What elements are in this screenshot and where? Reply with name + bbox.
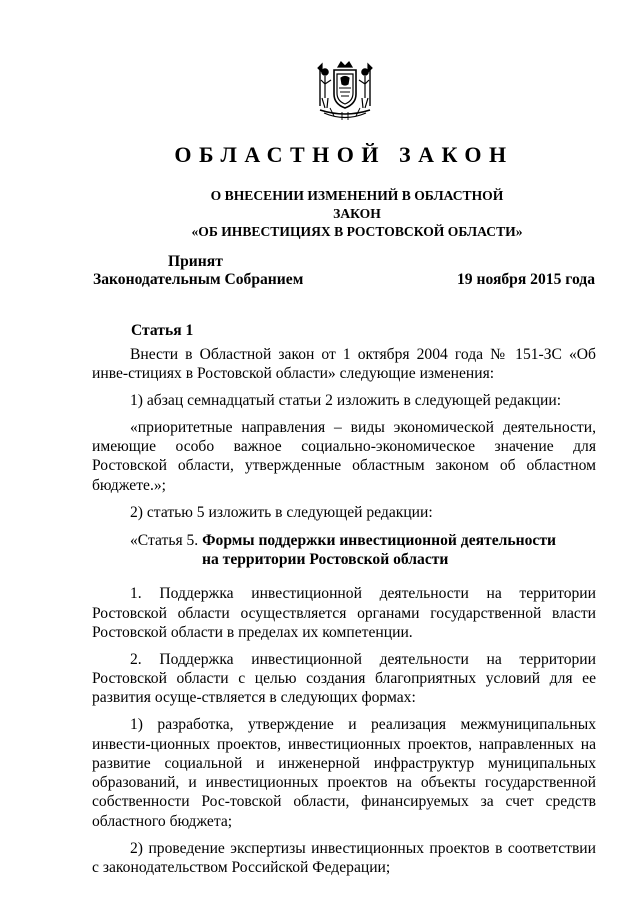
adoption-date: 19 ноября 2015 года xyxy=(456,271,595,288)
article-5-paragraph-1: 1. Поддержка инвестиционной деятельности на территории Ростовской области осуществляется органами государственной власти Ростовской области в пределах их компетенции. xyxy=(92,585,596,642)
article-5-paragraph-2-item-1: 1) разработка, утверждение и реализация межмуниципальных инвести-ционных проектов, инвестиционных проектов, направленных на развитие социальной и инженерной инфраструктур муниципальных образований, и инвестиционных проектов на объекты государственной собственности Рос-товской области, финансируемых за счет средств областного бюджета; xyxy=(92,716,596,830)
article-1-intro: Внести в Областной закон от 1 октября 2004 года № 151-ЗС «Об инве-стициях в Ростовской области» следующие изменения: xyxy=(92,346,596,383)
law-subtitle xyxy=(186,187,528,241)
amendment-item-2: 2) статью 5 изложить в следующей редакции: xyxy=(130,503,433,521)
subtitle-line-2: «ОБ ИНВЕСТИЦИЯХ В РОСТОВСКОЙ ОБЛАСТИ» xyxy=(191,224,523,239)
article-5-title-line-1: Формы поддержки инвестиционной деятельности xyxy=(202,531,556,549)
article-1-heading: Статья 1 xyxy=(131,322,194,339)
article-5-prefix: «Статья 5. xyxy=(130,531,199,549)
adopted-label: Принят xyxy=(168,253,223,270)
article-5-heading xyxy=(92,531,596,570)
subtitle-line-1: О ВНЕСЕНИИ ИЗМЕНЕНИЙ В ОБЛАСТНОЙ ЗАКОН xyxy=(210,188,504,221)
amendment-item-1: 1) абзац семнадцатый статьи 2 изложить в следующей редакции: xyxy=(130,392,562,410)
article-5-paragraph-2-item-2: 2) проведение экспертизы инвестиционных проектов в соответствии с законодательством Российской Федерации; xyxy=(92,839,596,876)
article-5-title-line-2: на территории Ростовской области xyxy=(202,551,449,569)
amendment-quote-1: «приоритетные направления – виды экономической деятельности, имеющие особо важное социально-экономическое значение для Ростовской области, утвержденные областным законом об областном бюджете.»; xyxy=(92,418,596,494)
adopting-body: Законодательным Собранием xyxy=(93,271,304,288)
document-body xyxy=(92,345,596,885)
article-5-paragraph-2: 2. Поддержка инвестиционной деятельности на территории Ростовской области с целью создания благоприятных условий для ее развития осуще-ствляется в следующих формах: xyxy=(92,650,596,707)
document-type-title: ОБЛАСТНОЙ ЗАКОН xyxy=(174,142,514,167)
coat-of-arms-icon xyxy=(312,58,378,124)
